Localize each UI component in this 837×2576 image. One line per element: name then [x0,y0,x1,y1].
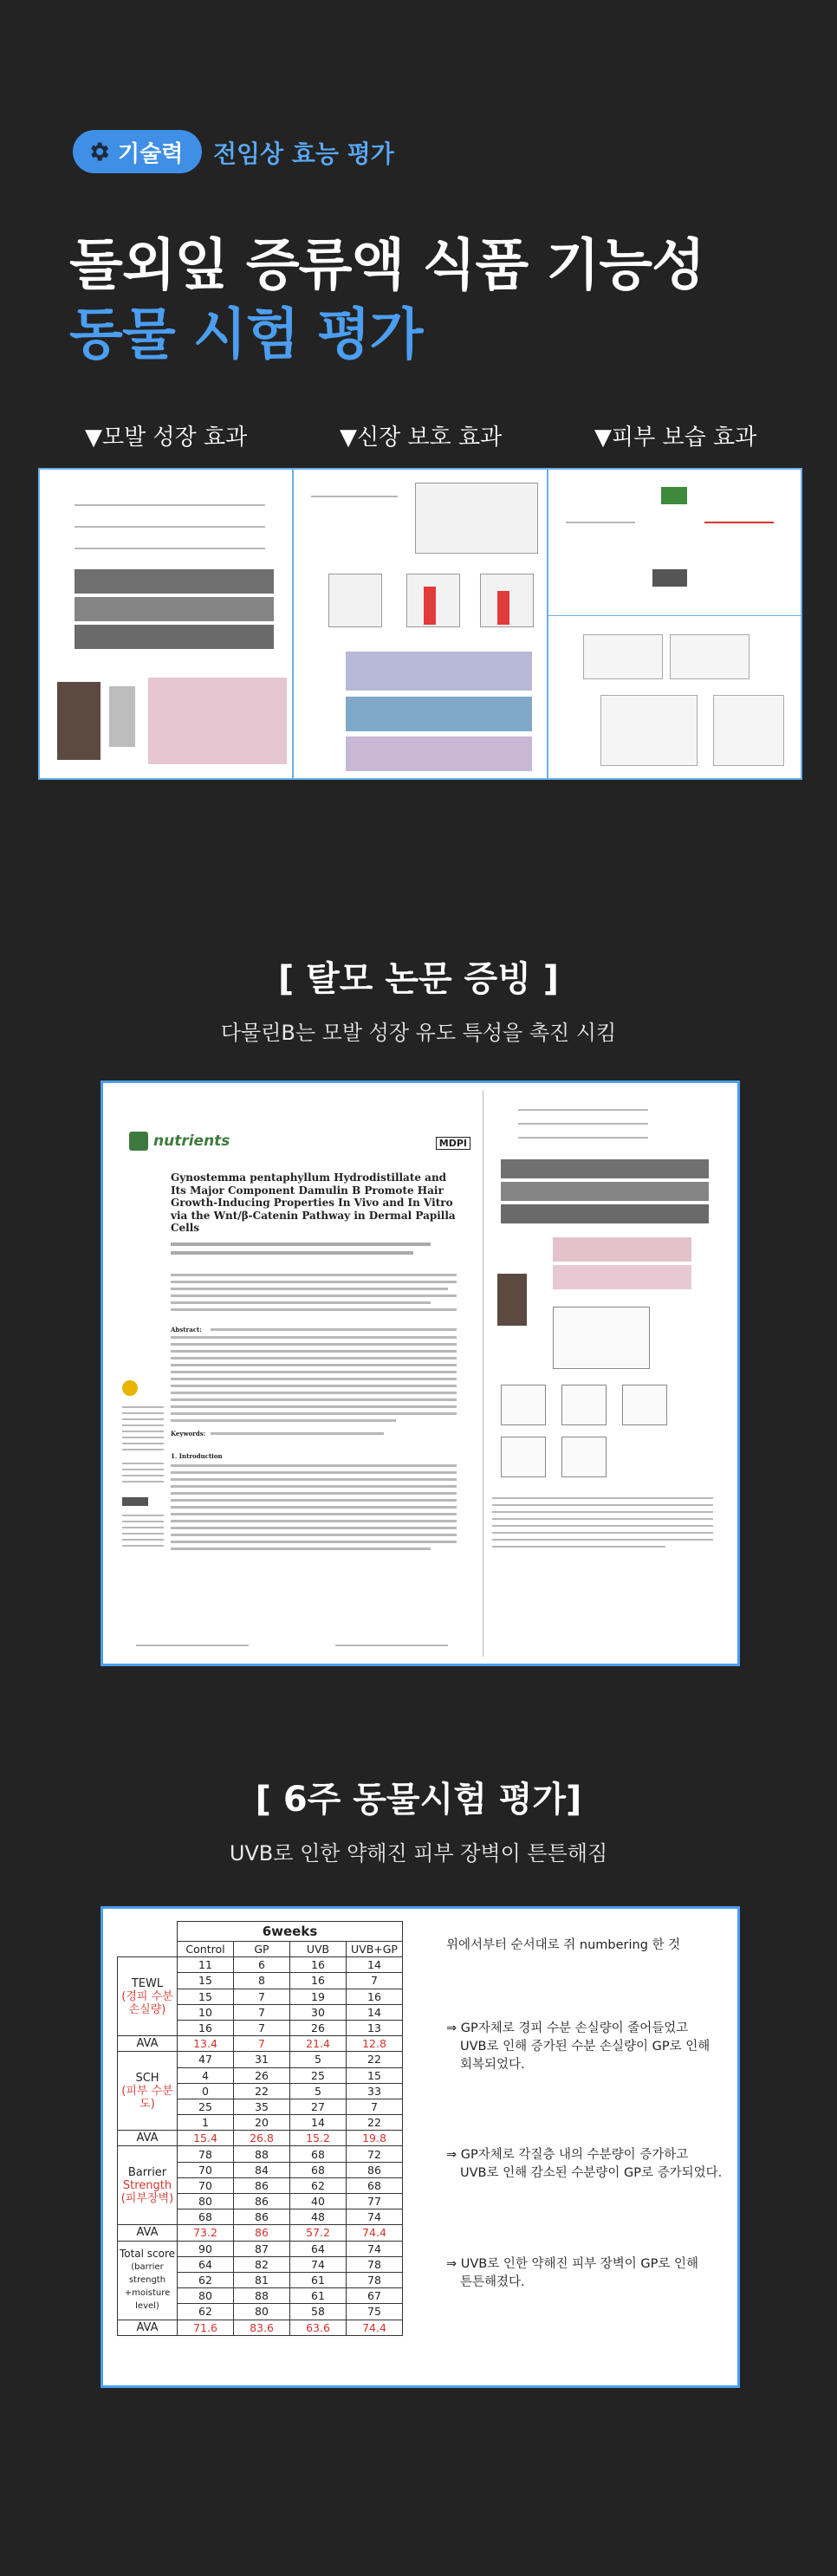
table-cell: 19 [290,1989,347,2004]
figure-skin-moisture [548,470,801,778]
table-cell: 78 [347,2272,403,2287]
table-cell: 16 [178,2020,234,2035]
results-table [117,1921,403,2336]
table-cell: 84 [234,2162,290,2177]
effect-label-hair: ▼모발 성장 효과 [85,425,248,451]
average-label: AVA [118,2036,178,2052]
introduction-label: 1. Introduction [171,1452,223,1460]
table-cell: 11 [178,1957,234,1973]
average-cell: 73.2 [178,2225,234,2241]
row-label-sch-line2: (피부 수분도) [121,2084,173,2111]
average-label: AVA [118,2225,178,2241]
table-cell: 26 [234,2067,290,2083]
tewl-note-line1: ⇒ GP자체로 경피 수분 손실량이 줄어들었고 [446,2021,689,2035]
table-cell: 25 [290,2067,347,2083]
average-cell: 74.4 [347,2320,403,2335]
table-cell: 61 [290,2288,347,2304]
table-cell: 13 [347,2020,403,2035]
average-cell: 15.4 [178,2131,234,2146]
average-label: AVA [118,2131,178,2146]
table-cell: 80 [234,2304,290,2320]
table-cell: 88 [234,2146,290,2162]
page-title-line2: 동물 시험 평가 [69,303,423,367]
table-cell: 68 [290,2146,347,2162]
table-cell: 86 [347,2162,403,2177]
average-cell: 15.2 [290,2131,347,2146]
table-cell: 62 [290,2177,347,2193]
table-cell: 88 [234,2288,290,2304]
table-row [118,2052,403,2067]
table-cell: 68 [290,2162,347,2177]
figure-kidney-protection [294,470,548,778]
average-cell: 19.8 [347,2131,403,2146]
table-cell: 26 [290,2020,347,2035]
table-row [118,1957,403,1973]
table-note-numbering: 위에서부터 순서대로 쥐 numbering 한 것 [446,1938,681,1952]
table-cell: 0 [178,2083,234,2099]
table-cell: 7 [234,2020,290,2035]
journal-name: nutrients [153,1132,230,1150]
col-header-gp: GP [234,1942,290,1957]
average-row-barrier [118,2225,403,2241]
table-cell: 81 [234,2272,290,2287]
gear-icon [87,140,111,164]
check-for-updates-icon [122,1380,138,1396]
section-subtitle-paper: 다물린B는 모발 성장 유도 특성을 촉진 시킴 [220,1021,617,1045]
table-cell: 7 [347,2099,403,2114]
table-cell: 86 [234,2177,290,2193]
col-header-control: Control [178,1942,234,1957]
table-cell: 25 [178,2099,234,2114]
sch-note-line1: ⇒ GP자체로 각질층 내의 수분량이 증가하고 [446,2148,689,2162]
figure-panel [38,468,802,780]
table-cell: 74 [290,2256,347,2272]
effect-label-skin: ▼피부 보습 효과 [594,425,757,451]
section-subtitle-animal-test: UVB로 인한 약해진 피부 장벽이 튼튼해짐 [229,1841,608,1865]
table-cell: 70 [178,2177,234,2193]
table-cell: 74 [347,2209,403,2225]
table-row [118,2146,403,2162]
table-cell: 75 [347,2304,403,2320]
section-title-animal-test: [ 6주 동물시험 평가] [255,1780,582,1820]
table-cell: 78 [178,2146,234,2162]
row-label-total-score-line1: Total score [119,2248,176,2261]
table-cell: 16 [347,1989,403,2004]
effect-label-kidney: ▼신장 보호 효과 [340,425,503,451]
row-label-barrier-line3: (피부장벽) [120,2191,174,2205]
row-label-barrier [118,2146,178,2225]
average-cell: 21.4 [290,2036,347,2052]
table-cell: 70 [178,2162,234,2177]
badge-label: 기술력 [118,140,184,167]
table-cell: 30 [290,2004,347,2020]
results-table-card [101,1906,740,2388]
average-cell: 74.4 [347,2225,403,2241]
table-cell: 22 [234,2083,290,2099]
badge-subtitle: 전임상 효능 평가 [213,140,394,168]
table-cell: 48 [290,2209,347,2225]
table-cell: 15 [178,1989,234,2004]
table-cell: 7 [234,2004,290,2020]
table-cell: 80 [178,2288,234,2304]
row-label-sch [118,2052,178,2131]
table-cell: 68 [347,2177,403,2193]
table-cell: 62 [178,2272,234,2287]
col-header-uvb-gp: UVB+GP [347,1942,403,1957]
table-cell: 10 [178,2004,234,2020]
table-cell: 1 [178,2115,234,2131]
table-cell: 74 [347,2241,403,2256]
table-cell: 4 [178,2067,234,2083]
barrier-note-line2: 튼튼해졌다. [460,2275,525,2289]
table-cell: 16 [290,1973,347,1989]
table-cell: 22 [347,2115,403,2131]
row-label-sch-line1: SCH [135,2071,159,2085]
tewl-note-line3: 회복되었다. [460,2058,525,2072]
row-label-barrier-line1: Barrier [127,2165,167,2179]
table-cell: 8 [234,1973,290,1989]
average-row-sch [118,2131,403,2146]
table-cell: 64 [290,2241,347,2256]
row-label-tewl-line1: TEWL [131,1976,164,1990]
table-cell: 86 [234,2194,290,2209]
table-cell: 22 [347,2052,403,2067]
table-cell: 58 [290,2304,347,2320]
col-header-uvb: UVB [290,1942,347,1957]
table-cell: 5 [290,2083,347,2099]
tech-badge [73,130,202,173]
tewl-note [446,2020,710,2074]
table-cell: 27 [290,2099,347,2114]
row-label-tewl-line2: (경피 수분 [121,1989,173,2003]
row-label-barrier-line2: Strength [122,2178,172,2192]
average-cell: 7 [234,2036,290,2052]
table-cell: 14 [347,1957,403,1973]
table-cell: 90 [178,2241,234,2256]
paper-figure-page [483,1090,730,1657]
row-label-tewl [118,1957,178,2036]
table-cell: 77 [347,2194,403,2209]
publisher-logo: MDPI [436,1137,470,1150]
average-cell: 57.2 [290,2225,347,2241]
table-cell: 33 [347,2083,403,2099]
paper-title: Gynostemma pentaphyllum Hydrodistillate and Its Major Component Damulin B Promote Hair Growth-Inducing Properties In Vivo and In Vitro via the Wnt/β-Catenin Pathway in Dermal Papilla Cells [171,1171,456,1234]
section-title-paper: [ 탈모 논문 증빙 ] [277,959,560,999]
average-cell: 12.8 [347,2036,403,2052]
row-label-tewl-line3: 손실량) [128,2002,166,2016]
average-cell: 86 [234,2225,290,2241]
average-cell: 13.4 [178,2036,234,2052]
keywords-label: Keywords: [171,1430,206,1437]
page-title-line1: 돌외잎 증류액 식품 기능성 [69,234,704,298]
table-cell: 31 [234,2052,290,2067]
table-cell: 16 [290,1957,347,1973]
table-cell: 72 [347,2146,403,2162]
table-cell: 14 [347,2004,403,2020]
paper-screenshot [101,1080,740,1666]
table-cell: 80 [178,2194,234,2209]
abstract-label: Abstract: [171,1326,202,1333]
table-cell: 68 [178,2209,234,2225]
table-cell: 15 [178,1973,234,1989]
period-header: 6weeks [178,1922,403,1942]
row-label-total-score [118,2241,178,2320]
table-cell: 78 [347,2256,403,2272]
table-cell: 20 [234,2115,290,2131]
figure-hair-growth [40,470,294,778]
table-cell: 40 [290,2194,347,2209]
paper-first-page [110,1090,483,1657]
table-cell: 62 [178,2304,234,2320]
average-row-total-score [118,2320,403,2335]
table-cell: 82 [234,2256,290,2272]
table-cell: 14 [290,2115,347,2131]
sch-note-line2: UVB로 인해 감소된 수분량이 GP로 증가되었다. [460,2166,723,2180]
table-cell: 5 [290,2052,347,2067]
row-label-total-score-line2: (barrier strength [128,2262,166,2286]
table-cell: 87 [234,2241,290,2256]
barrier-note-line1: ⇒ UVB로 인한 약해진 피부 장벽이 GP로 인해 [446,2257,698,2271]
average-cell: 26.8 [234,2131,290,2146]
tewl-note-line2: UVB로 인해 증가된 수분 손실량이 GP로 인해 [460,2040,710,2054]
table-row [118,2241,403,2256]
table-cell: 15 [347,2067,403,2083]
journal-logo-icon [129,1132,148,1151]
cc-license-icon [122,1497,148,1506]
average-cell: 83.6 [234,2320,290,2335]
table-cell: 64 [178,2256,234,2272]
average-row-tewl [118,2036,403,2052]
table-cell: 67 [347,2288,403,2304]
table-cell: 6 [234,1957,290,1973]
table-cell: 86 [234,2209,290,2225]
table-cell: 7 [234,1989,290,2004]
average-cell: 63.6 [290,2320,347,2335]
table-cell: 47 [178,2052,234,2067]
barrier-note [446,2255,698,2292]
table-cell: 61 [290,2272,347,2287]
sch-note [446,2146,722,2183]
average-label: AVA [118,2320,178,2335]
table-cell: 35 [234,2099,290,2114]
row-label-total-score-line3: +moisture level) [124,2288,171,2312]
average-cell: 71.6 [178,2320,234,2335]
table-cell: 7 [347,1973,403,1989]
